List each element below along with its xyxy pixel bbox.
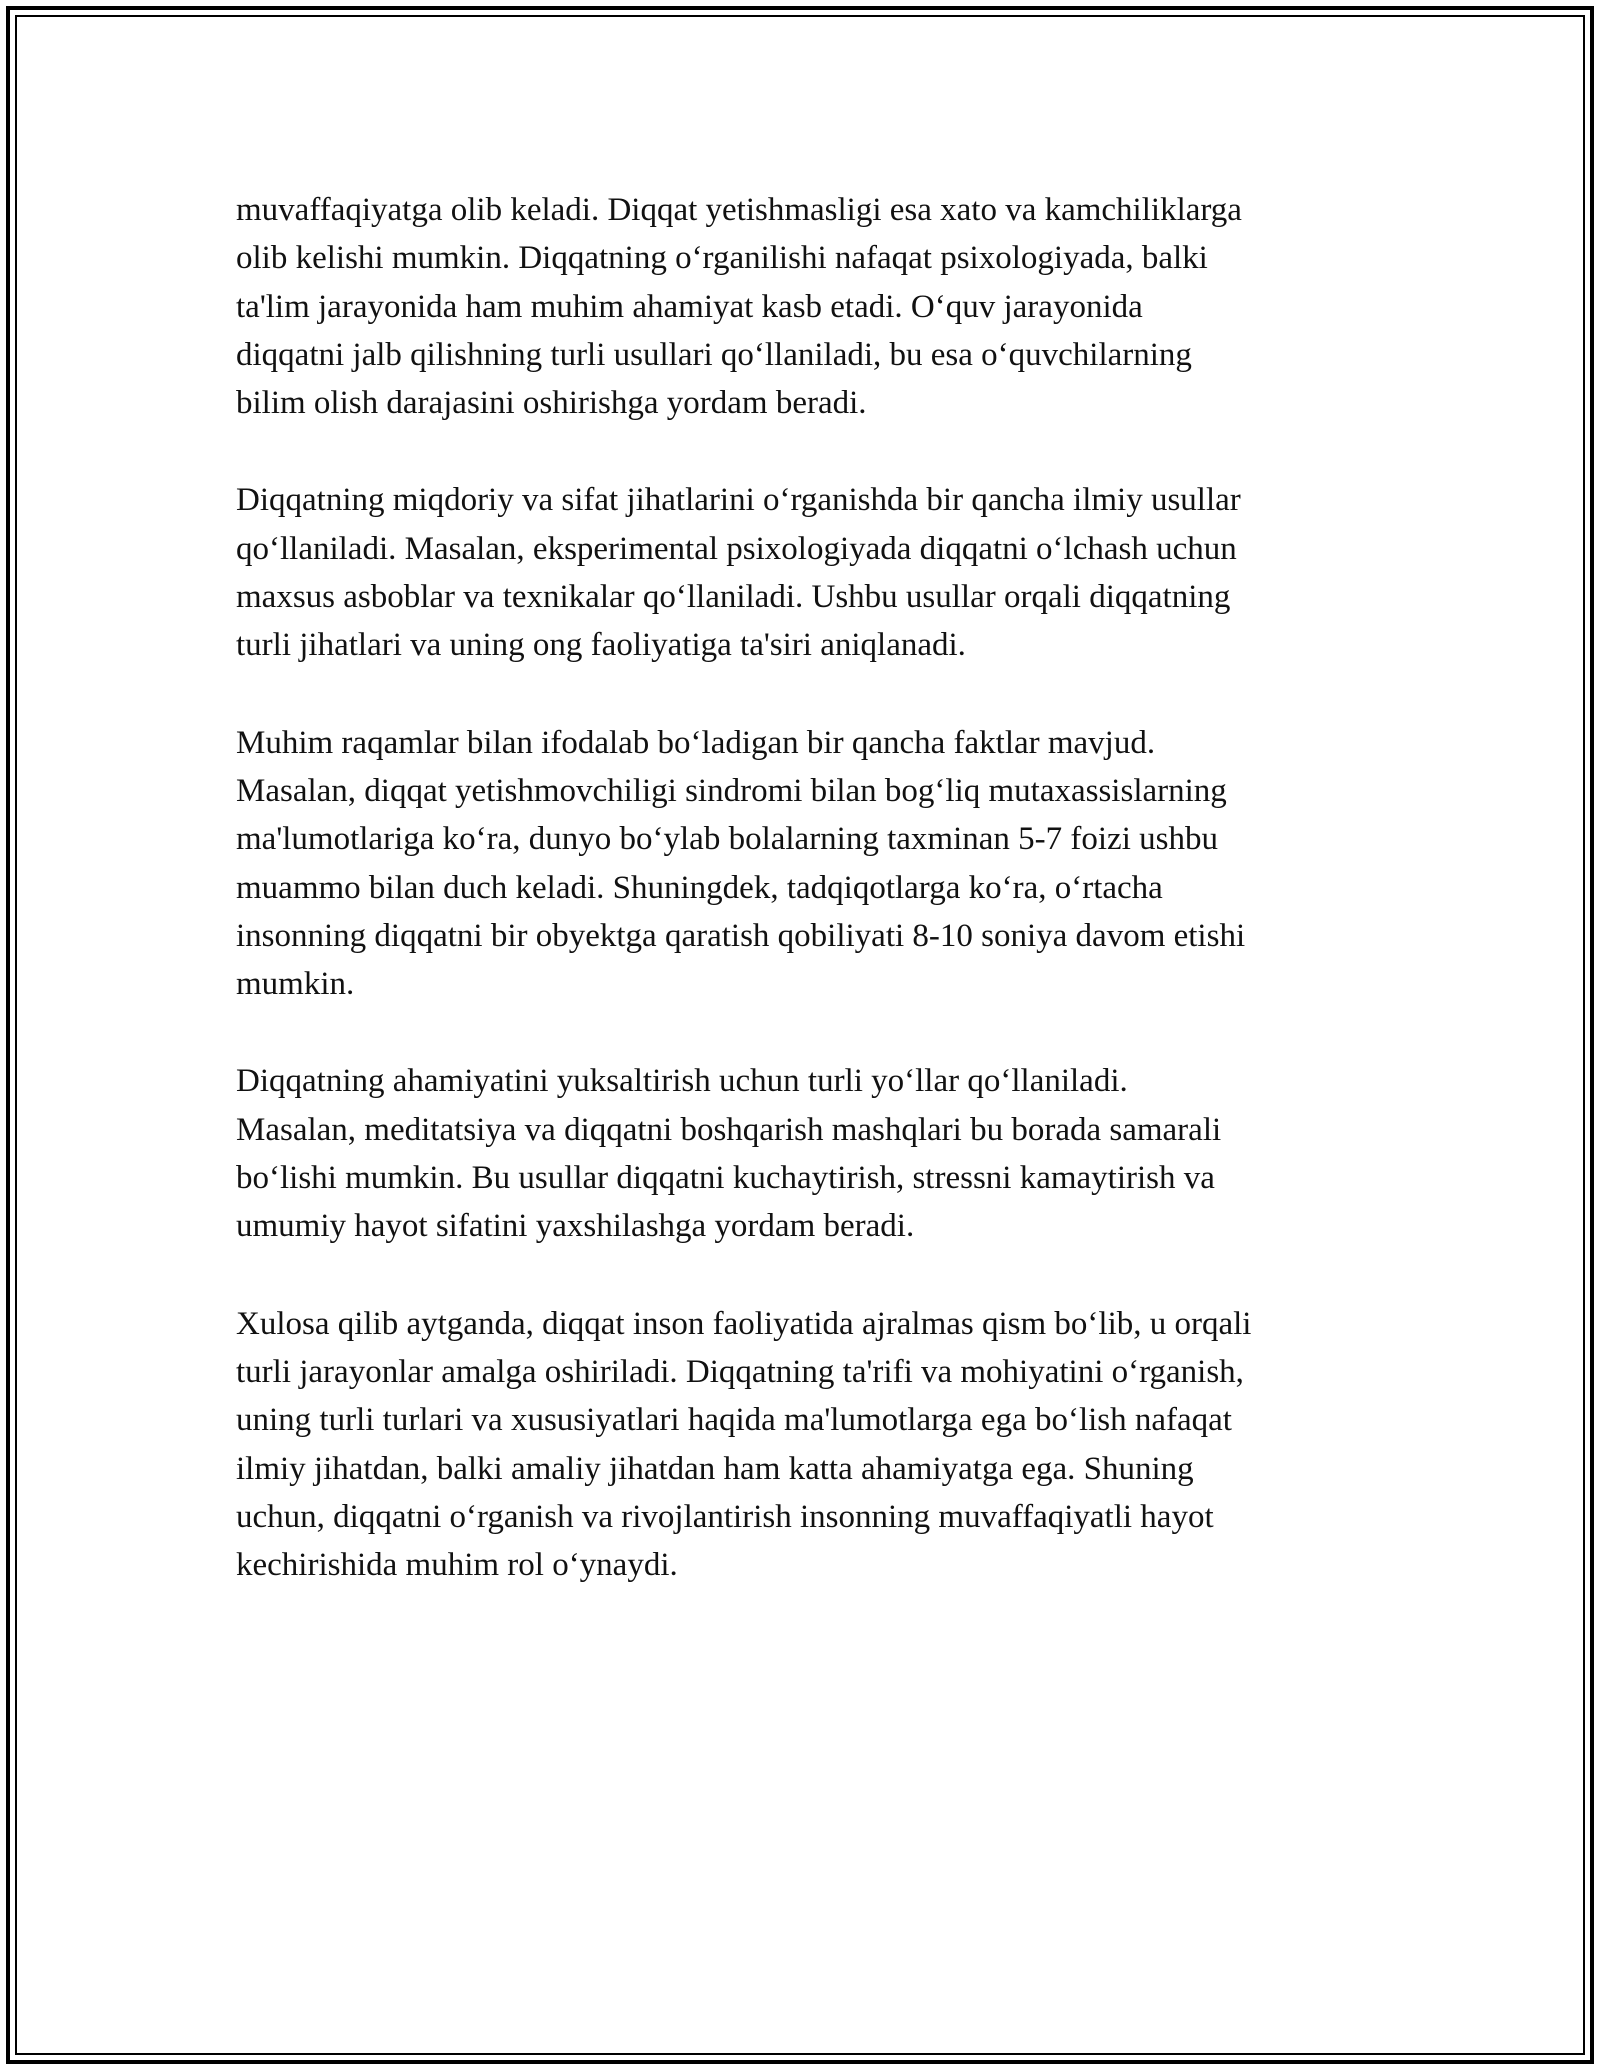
paragraph-3: Muhim raqamlar bilan ifodalab bo‘ladigan bir qancha faktlar mavjud. Masalan, diqqat yetishmovchiligi sindromi bilan bog‘liq mutaxassislarning ma'lumotlariga ko‘ra, dunyo bo‘ylab bolalarning taxminan 5-7 foizi ushbu muammo bilan duch keladi. Shuningdek, tadqiqotlarga ko‘ra, o‘rtacha insonning diqqatni bir obyektga qaratish qobiliyati 8-10 soniya davom etishi mumkin.	[236, 724, 1246, 1003]
document-body	[236, 186, 1376, 1638]
paragraph-5: Xulosa qilib aytganda, diqqat inson faoliyatida ajralmas qism bo‘lib, u orqali turli jarayonlar amalga oshiriladi. Diqqatning ta'rifi va mohiyatini o‘rganish, uning turli turlari va xususiyatlari haqida ma'lumotlarga ega bo‘lish nafaqat ilmiy jihatdan, balki amaliy jihatdan ham katta ahamiyatga ega. Shuning uchun, diqqatni o‘rganish va rivojlantirish insonning muvaffaqiyatli hayot kechirishida muhim rol o‘ynaydi.	[236, 1305, 1252, 1584]
paragraph-2: Diqqatning miqdoriy va sifat jihatlarini o‘rganishda bir qancha ilmiy usullar qo‘llaniladi. Masalan, eksperimental psixologiyada diqqatni o‘lchash uchun maxsus asboblar va texnikalar qo‘llaniladi. Ushbu usullar orqali diqqatning turli jihatlari va uning ong faoliyatiga ta'siri aniqlanadi.	[236, 482, 1241, 664]
paragraph-4: Diqqatning ahamiyatini yuksaltirish uchun turli yo‘llar qo‘llaniladi. Masalan, meditatsiya va diqqatni boshqarish mashqlari bu borada samarali bo‘lishi mumkin. Bu usullar diqqatni kuchaytirish, stressni kamaytirish va umumiy hayot sifatini yaxshilashga yordam beradi.	[236, 1063, 1222, 1245]
paragraph-1: muvaffaqiyatga olib keladi. Diqqat yetishmasligi esa xato va kamchiliklarga olib kelishi mumkin. Diqqatning o‘rganilishi nafaqat psixologiyada, balki ta'lim jarayonida ham muhim ahamiyat kasb etadi. O‘quv jarayonida diqqatni jalb qilishning turli usullari qo‘llaniladi, bu esa o‘quvchilarning bilim olish darajasini oshirishga yordam beradi.	[236, 192, 1242, 422]
